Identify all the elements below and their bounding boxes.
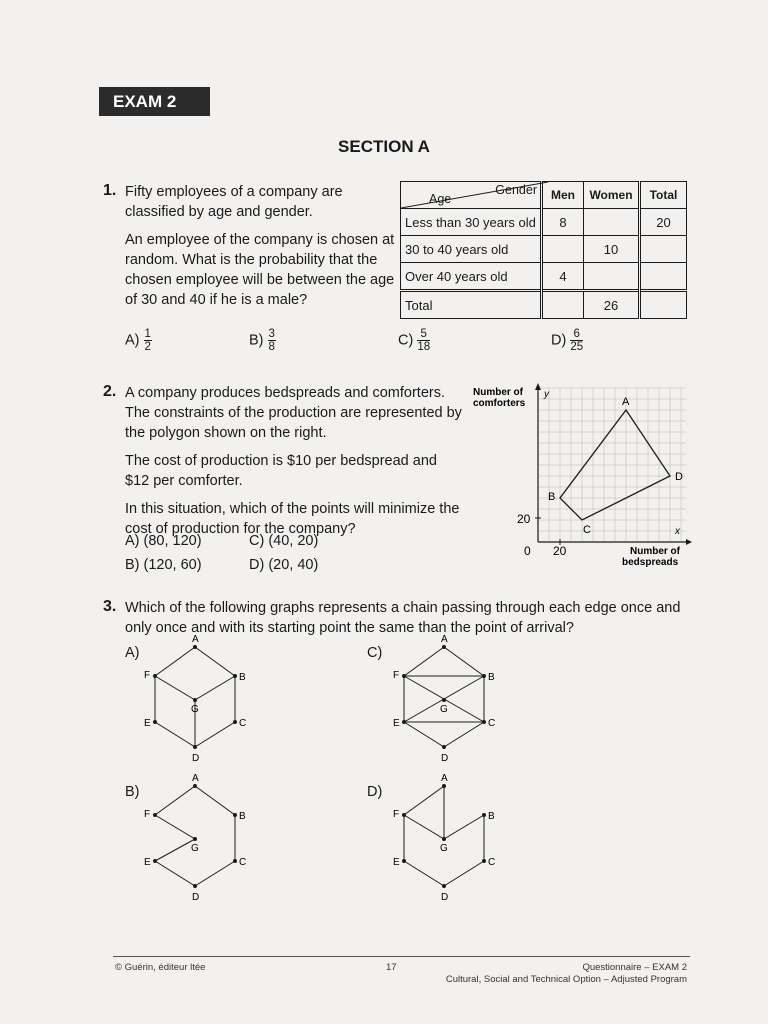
vertex-label-d: D [192,753,200,762]
footer-page-number: 17 [386,962,397,973]
vertex-D [193,745,197,749]
cell-women: 26 [584,291,640,319]
cell-men [542,236,584,263]
footer-program: Cultural, Social and Technical Option – Adjusted Program [445,974,687,985]
q2-text [125,383,465,547]
vertex-E [153,859,157,863]
vertex-A [442,784,446,788]
vertex-B [482,674,486,678]
y-axis-label-1: Number of [473,387,523,398]
y-tick-label: 20 [517,512,531,526]
footer-copyright: © Guérin, éditeur ltée [115,962,206,973]
vertex-label-c: C [583,524,591,536]
q1-paragraph-2: An employee of the company is chosen at random. What is the probability that the chosen employee will be between the age of 30 and 40 if he is a male? [125,232,395,308]
q2-paragraph-3: In this situation, which of the points will minimize the cost of production for the company? [125,501,460,537]
edge-AB [195,786,235,815]
vertex-label-a: A [441,634,448,645]
vertex-A [193,645,197,649]
vertex-F [402,813,406,817]
vertex-label-g: G [440,843,448,854]
q2-option-b[interactable]: B) (120, 60) [125,557,202,573]
x-axis-label-2: bedspreads [622,557,679,568]
cell-total [640,291,687,319]
row-label: Total [401,291,542,319]
graph-grid [538,388,686,542]
table-row [401,236,687,263]
q3-option-a-letter[interactable]: A) [125,645,140,661]
fraction: $\frac{3}{8}$ [268,328,275,353]
vertex-C [233,720,237,724]
x-axis-arrow [686,539,692,545]
vertex-C [482,859,486,863]
vertex-label-f: F [144,670,151,681]
edge-DE [404,861,444,886]
graph-option-a[interactable] [140,632,250,762]
vertex-E [153,720,157,724]
section-title: SECTION A [338,137,430,156]
vertex-G [442,698,446,702]
vertex-B [233,674,237,678]
vertex-label-b: B [239,672,246,683]
vertex-C [233,859,237,863]
header-total: Total [640,182,687,209]
table-total-row [401,291,687,319]
vertex-label-d: D [441,753,449,762]
cell-total [640,263,687,291]
vertex-D [442,745,446,749]
edge-DE [404,722,444,747]
header-men: Men [542,182,584,209]
table-header-row [401,182,687,209]
footer-questionnaire: Questionnaire – EXAM 2 [582,962,687,973]
q2-option-c[interactable]: C) (40, 20) [249,533,319,549]
vertex-A [193,784,197,788]
vertex-label-a: A [441,773,448,784]
footer-rule [113,956,690,957]
vertex-label-a: A [192,773,199,784]
vertex-E [402,859,406,863]
edge-FG [404,815,444,839]
option-letter: C) [398,332,414,349]
q2-paragraph-2: The cost of production is $10 per bedspread and $12 per comforter. [125,453,437,489]
y-variable: y [544,389,549,400]
vertex-G [193,837,197,841]
vertex-label-c: C [239,857,247,868]
vertex-D [193,884,197,888]
fraction: $\frac{6}{25}$ [570,328,584,353]
edge-FG [155,815,195,839]
cell-total: 20 [640,209,687,236]
edge-FA [155,786,195,815]
option-letter: A) [125,332,140,349]
vertex-label-b: B [488,672,495,683]
q3-text: Which of the following graphs represents a chain passing through each edge once and only once and with its starting point the same than the point of arrival? [125,600,681,636]
vertex-E [402,720,406,724]
vertex-label-f: F [393,809,400,820]
corner-age-label: Age [429,192,452,206]
vertex-label-g: G [191,843,199,854]
vertex-C [482,720,486,724]
table-row [401,209,687,236]
corner-gender-label: Gender [495,183,537,197]
y-axis-label-2: comforters [473,398,526,409]
fraction: $\frac{5}{18}$ [417,328,431,353]
vertex-label-g: G [440,704,448,715]
age-gender-table [400,181,687,319]
q1-text [125,182,395,318]
origin-label: 0 [524,544,531,558]
vertex-label-a: A [192,634,199,645]
row-label: Less than 30 years old [401,209,542,236]
vertex-label-a: A [622,396,630,408]
vertex-G [193,698,197,702]
vertex-label-f: F [393,670,400,681]
vertex-label-e: E [393,857,400,868]
q3-number: 3. [103,598,117,615]
vertex-label-c: C [239,718,247,729]
edge-CD [444,722,484,747]
q2-option-d[interactable]: D) (20, 40) [249,557,319,573]
edge-DE [155,722,195,747]
vertex-label-b: B [239,811,246,822]
q1-option-b[interactable] [249,328,276,353]
y-axis-arrow [535,383,541,390]
vertex-G [442,837,446,841]
edge-FA [155,647,195,676]
vertex-label-d: D [441,892,449,901]
vertex-B [482,813,486,817]
graph-option-b[interactable] [140,771,250,901]
vertex-label-c: C [488,718,496,729]
q1-number: 1. [103,182,117,199]
vertex-F [153,813,157,817]
exam-label: EXAM 2 [99,87,210,116]
edge-DE [155,861,195,886]
q3-option-c-letter[interactable]: C) [367,645,383,661]
vertex-label-e: E [144,718,151,729]
cell-women [584,209,640,236]
edge-CD [195,722,235,747]
vertex-label-d: D [192,892,200,901]
vertex-label-f: F [144,809,151,820]
edge-GE [155,839,195,861]
edge-GB [444,815,484,839]
edge-FA [404,647,444,676]
edge-AF [404,786,444,815]
vertex-label-g: G [191,704,199,715]
q2-paragraph-1: A company produces bedspreads and comforters. The constraints of the production are represented by the polygon shown on the right. [125,385,462,441]
vertex-label-c: C [488,857,496,868]
vertex-D [442,884,446,888]
cell-women [584,263,640,291]
vertex-label-b: B [488,811,495,822]
vertex-F [402,674,406,678]
x-tick-label: 20 [553,544,567,558]
graph-option-c[interactable] [389,632,499,762]
edge-CD [195,861,235,886]
edge-FG [155,676,195,700]
option-letter: D) [551,332,567,349]
vertex-B [233,813,237,817]
q1-option-c[interactable] [398,328,430,353]
q1-paragraph-1: Fifty employees of a company are classified by age and gender. [125,184,343,220]
row-label: Over 40 years old [401,263,542,291]
cell-men: 8 [542,209,584,236]
edge-CD [444,861,484,886]
vertex-A [442,645,446,649]
vertex-label-d: D [675,471,683,483]
option-letter: B) [249,332,264,349]
fraction: $\frac{1}{2}$ [144,328,151,353]
vertex-F [153,674,157,678]
edge-AB [195,647,235,676]
q1-option-d[interactable] [551,328,583,353]
table-corner-cell [401,182,542,209]
q2-option-a[interactable]: A) (80, 120) [125,533,202,549]
vertex-label-b: B [548,491,556,503]
cell-men [542,291,584,319]
edge-BG [195,676,235,700]
graph-option-d[interactable] [389,771,499,901]
cell-men: 4 [542,263,584,291]
q3-option-d-letter[interactable]: D) [367,784,383,800]
edge-AB [444,647,484,676]
x-variable: x [675,526,680,537]
q2-graph [460,378,700,573]
row-label: 30 to 40 years old [401,236,542,263]
vertex-label-e: E [144,857,151,868]
q1-option-a[interactable] [125,328,152,353]
cell-total [640,236,687,263]
q3-option-b-letter[interactable]: B) [125,784,140,800]
q2-number: 2. [103,383,117,400]
header-women: Women [584,182,640,209]
x-axis-label-1: Number of [630,546,680,557]
cell-women: 10 [584,236,640,263]
table-row [401,263,687,291]
vertex-label-e: E [393,718,400,729]
